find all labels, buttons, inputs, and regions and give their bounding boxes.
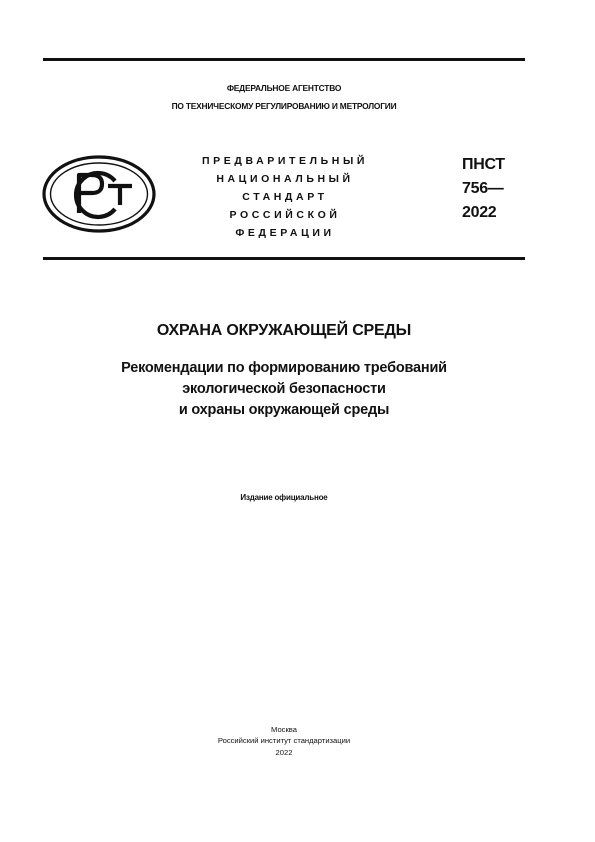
subtitle-line-2: экологической безопасности — [182, 381, 386, 397]
designation-line-5: ФЕДЕРАЦИИ — [235, 227, 335, 239]
imprint-year: 2022 — [275, 748, 293, 757]
gost-r-emblem-icon — [42, 155, 156, 233]
standard-code-prefix: ПНСТ — [462, 156, 505, 173]
subtitle-line-3: и охраны окружающей среды — [178, 402, 390, 418]
standard-code-year: 2022 — [462, 204, 497, 221]
designation-line-3: СТАНДАРТ — [242, 191, 328, 203]
subtitle-line-1: Рекомендации по формированию требований — [121, 360, 447, 376]
designation-line-1: ПРЕДВАРИТЕЛЬНЫЙ — [202, 155, 368, 167]
document-title: ОХРАНА ОКРУЖАЮЩЕЙ СРЕДЫ — [156, 322, 412, 339]
designation-line-4: РОССИЙСКОЙ — [229, 209, 341, 221]
agency-name-line-1: ФЕДЕРАЛЬНОЕ АГЕНТСТВО — [226, 83, 342, 93]
designation-line-2: НАЦИОНАЛЬНЫЙ — [216, 173, 354, 185]
edition-note: Издание официальное — [240, 493, 328, 502]
agency-name-line-2: ПО ТЕХНИЧЕСКОМУ РЕГУЛИРОВАНИЮ И МЕТРОЛОГИИ — [171, 101, 397, 111]
standard-code-number: 756— — [462, 180, 504, 197]
bottom-rule — [43, 257, 525, 260]
imprint-city: Москва — [271, 725, 297, 734]
imprint-publisher: Российский институт стандартизации — [217, 736, 351, 745]
top-rule — [43, 58, 525, 61]
